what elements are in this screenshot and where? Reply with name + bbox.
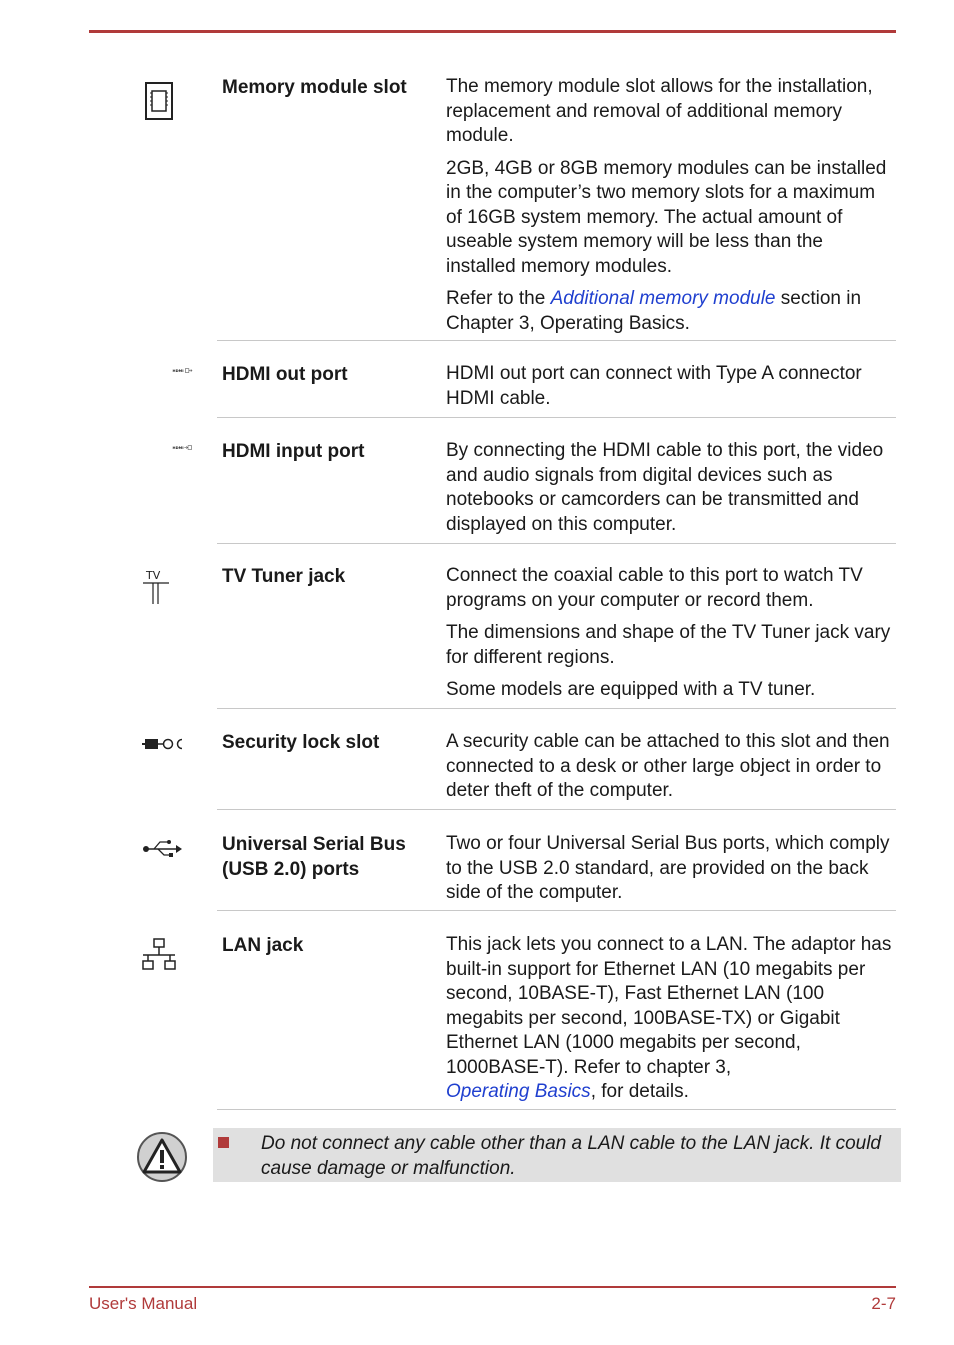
- security-lock-icon: [140, 732, 190, 776]
- hdmi-in-icon: [158, 443, 208, 463]
- term-label: Universal Serial Bus (USB 2.0) ports: [222, 834, 406, 880]
- row-divider: [217, 809, 896, 810]
- ref-text: section in Chapter 3, Operating Basics.: [446, 288, 862, 334]
- desc-paragraph: 2GB, 4GB or 8GB memory modules can be installed in the computer’s two memory slots for a maximum of 16GB system memory. The actual amount of useable system memory will be less than the installed memory modules.: [446, 157, 887, 277]
- description: [446, 75, 896, 344]
- hdmi-icon-text: HDMI: [172, 445, 184, 450]
- lan-intro: This jack lets you connect to a LAN. The adaptor has built-in support for Ethernet LAN (10 megabits per second, 10BASE-T), Fast Ethernet LAN (100 megabits per second, 100BASE-TX) or Gigabit Ethernet LAN (1000 megabits per second, 1000BASE-T). Refer to chapter 3,: [446, 934, 892, 1078]
- description: [446, 439, 896, 545]
- hdmi-icon-text: HDMI: [172, 368, 184, 373]
- ref-text: Refer to the: [446, 288, 551, 309]
- desc-paragraph: A security cable can be attached to this slot and then connected to a desk or other large object in order to deter theft of the computer.: [446, 731, 890, 801]
- term-label: Security lock slot: [222, 732, 380, 753]
- row-divider: [217, 417, 896, 418]
- desc-paragraph: Two or four Universal Serial Bus ports, which comply to the USB 2.0 standard, are provided on the back side of the computer.: [446, 833, 890, 903]
- footer-title: User's Manual: [89, 1294, 198, 1313]
- desc-paragraph: The dimensions and shape of the TV Tuner jack vary for different regions.: [446, 622, 891, 668]
- description: [446, 362, 896, 419]
- row-divider: [217, 543, 896, 544]
- row-divider: [217, 910, 896, 911]
- term-label: HDMI out port: [222, 364, 348, 385]
- description: [446, 730, 896, 812]
- description: [446, 933, 896, 1113]
- caution-text: Do not connect any cable other than a LAN cable to the LAN jack. It could cause damage or malfunction.: [261, 1133, 881, 1179]
- memory-chip-icon: [138, 79, 188, 123]
- desc-paragraph: Connect the coaxial cable to this port to watch TV programs on your computer or record them.: [446, 565, 863, 611]
- desc-paragraph: Some models are equipped with a TV tuner.: [446, 679, 816, 700]
- term-label: TV Tuner jack: [222, 566, 346, 587]
- desc-paragraph: HDMI out port can connect with Type A connector HDMI cable.: [446, 363, 862, 409]
- tv-icon-text: TV: [146, 569, 161, 582]
- warning-icon: [136, 1131, 188, 1183]
- desc-paragraph: By connecting the HDMI cable to this port, the video and audio signals from digital devices such as notebooks or camcorders can be transmitted and displayed on this computer.: [446, 440, 884, 535]
- additional-memory-module-link[interactable]: Additional memory module: [550, 288, 776, 309]
- term-label: HDMI input port: [222, 441, 365, 462]
- term-label: LAN jack: [222, 935, 304, 956]
- page-number: 2-7: [871, 1294, 896, 1313]
- tv-antenna-icon: [140, 566, 190, 610]
- term-label: Memory module slot: [222, 77, 407, 98]
- desc-paragraph: [446, 287, 896, 336]
- header-rule: [89, 30, 896, 33]
- usb-icon: [140, 834, 190, 878]
- operating-basics-link[interactable]: Operating Basics: [446, 1081, 591, 1102]
- row-divider: [217, 340, 896, 341]
- description: [446, 832, 896, 914]
- desc-paragraph: The memory module slot allows for the installation, replacement and removal of additional memory module.: [446, 76, 873, 146]
- row-divider: [217, 708, 896, 709]
- footer-rule: [89, 1286, 896, 1288]
- desc-paragraph: [446, 933, 896, 1105]
- row-divider: [217, 1109, 896, 1110]
- hdmi-out-icon: [158, 366, 208, 386]
- description: [446, 564, 896, 711]
- lan-after: , for details.: [590, 1081, 689, 1102]
- caution-bullet: [218, 1137, 229, 1148]
- lan-icon: [140, 937, 190, 981]
